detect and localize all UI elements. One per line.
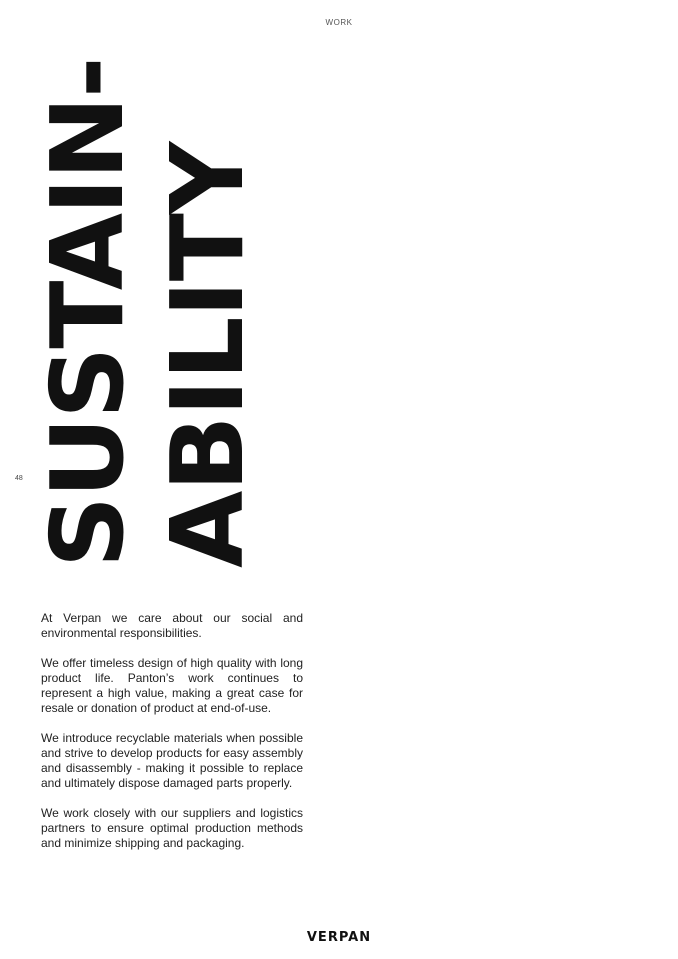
- paragraph: We work closely with our suppliers and logistics partners to ensure optimal production methods and minimize shipping and packaging.: [41, 806, 303, 850]
- paragraph: We introduce recyclable materials when possible and strive to develop products for easy assembly and disassembly - making it possible to replace and ultimately dispose damaged parts properly.: [41, 731, 303, 790]
- page-number: 48: [15, 475, 23, 482]
- body-copy: [41, 611, 303, 866]
- paragraph: At Verpan we care about our social and environmental responsibilities.: [41, 611, 303, 640]
- headline-line-2: ABILITY: [149, 142, 266, 568]
- headline-line-1: SUSTAIN-: [29, 58, 146, 568]
- paragraph: We offer timeless design of high quality with long product life. Panton’s work continues to represent a high value, making a great case for resale or donation of product at end-of-use.: [41, 656, 303, 715]
- section-header: WORK: [325, 18, 353, 27]
- verpan-logo: VERPAN: [306, 930, 372, 945]
